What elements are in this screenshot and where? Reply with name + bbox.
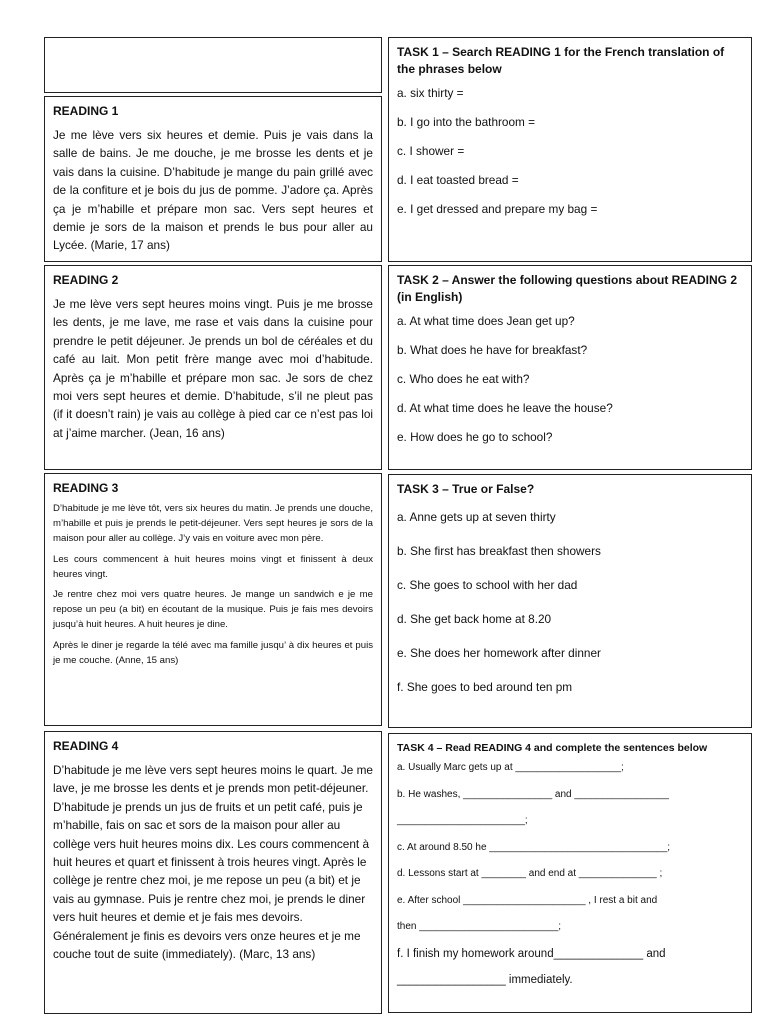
reading-3-paragraph: D’habitude je me lève tôt, vers six heures du matin. Je prends une douche, m’habille et puis je prends le petit-déjeuner. Vers sept heures je sors de la maison pour aller au collège. J’y vais en voiture avec mon père.	[53, 503, 373, 545]
reading-1-title: READING 1	[53, 104, 119, 118]
reading-4-text: D’habitude je me lève vers sept heures moins le quart. Je me lave, je me brosse les dents et je prends mon petit-déjeuner. D’habitude je prends un jus de fruits et un petit café, puis je m’habille, fais on sac et sors de la maison pour aller au collège vers huit heures moins dix. Les cours commencent à huit heures et quart et finissent à trois heures vingt. Après le collège je rentre chez moi, je me repose un peu (a bit) et je vais au gymnase. Puis je rentre chez moi, je prends le diner vers huit heures et demie et je fais mes devoirs. Généralement je finis es devoirs vers onze heures et je me couche tout de suite (immediately). (Marc, 13 ans)	[53, 763, 373, 962]
task-4-item: a. Usually Marc gets up at ___________________;	[397, 762, 624, 773]
reading-2-title: READING 2	[53, 273, 119, 287]
task-2-item: a. At what time does Jean get up?	[397, 314, 575, 328]
reading-4-box	[44, 731, 382, 1014]
task-2-item: b. What does he have for breakfast?	[397, 343, 588, 357]
reading-3-box	[44, 473, 382, 726]
task-4-title: TASK 4 – Read READING 4 and complete the sentences below	[397, 742, 708, 754]
task-1-list	[397, 84, 743, 218]
task-4-item: _________________ immediately.	[397, 974, 573, 986]
task-2-box	[388, 265, 752, 470]
task-2-item: e. How does he go to school?	[397, 430, 553, 444]
task-3-item: a. Anne gets up at seven thirty	[397, 510, 556, 524]
task-4-list	[397, 761, 743, 987]
task-4-item: b. He washes, ________________ and _________________	[397, 788, 669, 800]
task-4-item: c. At around 8.50 he ________________________________;	[397, 841, 671, 853]
reading-1-box	[44, 96, 382, 262]
task-3-item: c. She goes to school with her dad	[397, 578, 578, 592]
task-2-list	[397, 312, 743, 446]
task-1-box	[388, 37, 752, 262]
task-1-item: a. six thirty =	[397, 86, 464, 100]
task-1-item: b. I go into the bathroom =	[397, 115, 536, 129]
task-1-title: TASK 1 – Search READING 1 for the French translation of the phrases below	[397, 45, 725, 76]
reading-2-text: Je me lève vers sept heures moins vingt. Puis je me brosse les dents, je me lave, me rase et vais dans la cuisine pour prendre le petit déjeuner. Je prends un bol de céréales et du café au lait. Mon petit frère mange avec moi d’habitude. Après ça je m’habille et prépare mon sac. Je sors de chez moi vers sept heures et demie. D’habitude, s’il ne pleut pas (if it doesn’t rain) je vais au collège à pied car ce n’est pas loi at j’aime marcher. (Jean, 16 ans)	[53, 297, 373, 440]
task-2-item: c. Who does he eat with?	[397, 372, 530, 386]
reading-4-title: READING 4	[53, 739, 119, 753]
task-3-item: d. She get back home at 8.20	[397, 612, 552, 626]
task-3-title: TASK 3 – True or False?	[397, 482, 535, 496]
task-3-list	[397, 508, 743, 696]
task-4-item: f. I finish my homework around______________ and	[397, 947, 666, 960]
task-2-title: TASK 2 – Answer the following questions about READING 2 (in English)	[397, 273, 738, 304]
task-4-item: e. After school ______________________ , I rest a bit and	[397, 894, 658, 906]
reading-3-paragraph: Après le diner je regarde la télé avec ma famille jusqu’ à dix heures et puis je me couche. (Anne, 15 ans)	[53, 639, 373, 666]
task-2-item: d. At what time does he leave the house?	[397, 401, 613, 415]
task-1-item: d. I eat toasted bread =	[397, 173, 519, 187]
task-1-item: e. I get dressed and prepare my bag =	[397, 202, 598, 216]
task-4-box	[388, 733, 752, 1013]
task-4-item: _______________________;	[397, 815, 528, 826]
reading-3-paragraph: Les cours commencent à huit heures moins vingt et finissent à deux heures vingt.	[53, 553, 373, 580]
reading-1-text: Je me lève vers six heures et demie. Puis je vais dans la salle de bains. Je me douche, je me brosse les dents et je vais dans la cuisine. D’habitude je mange du pain grillé avec de la confiture et je bois du jus de pomme. J’adore ça. Après ça je m’habille et prépare mon sac. Vers sept heures et demie je sors de la maison et prends le bus pour aller au Lycée. (Marie, 17 ans)	[53, 128, 373, 253]
blank-box	[44, 37, 382, 93]
task-3-item: b. She first has breakfast then showers	[397, 544, 601, 558]
task-4-item: d. Lessons start at ________ and end at ______________ ;	[397, 868, 663, 879]
reading-3-paragraph: Je rentre chez moi vers quatre heures. Je mange un sandwich e je me repose un peu (a bit) en écoutant de la musique. Puis je fais mes devoirs jusqu’à huit heures. A huit heures je dine.	[53, 589, 373, 631]
reading-2-box	[44, 265, 382, 470]
reading-3-title: READING 3	[53, 481, 119, 495]
task-3-item: f. She goes to bed around ten pm	[397, 680, 573, 694]
task-4-item: then _________________________;	[397, 921, 562, 932]
task-1-item: c. I shower =	[397, 144, 465, 158]
task-3-item: e. She does her homework after dinner	[397, 646, 601, 660]
task-3-box	[388, 474, 752, 728]
